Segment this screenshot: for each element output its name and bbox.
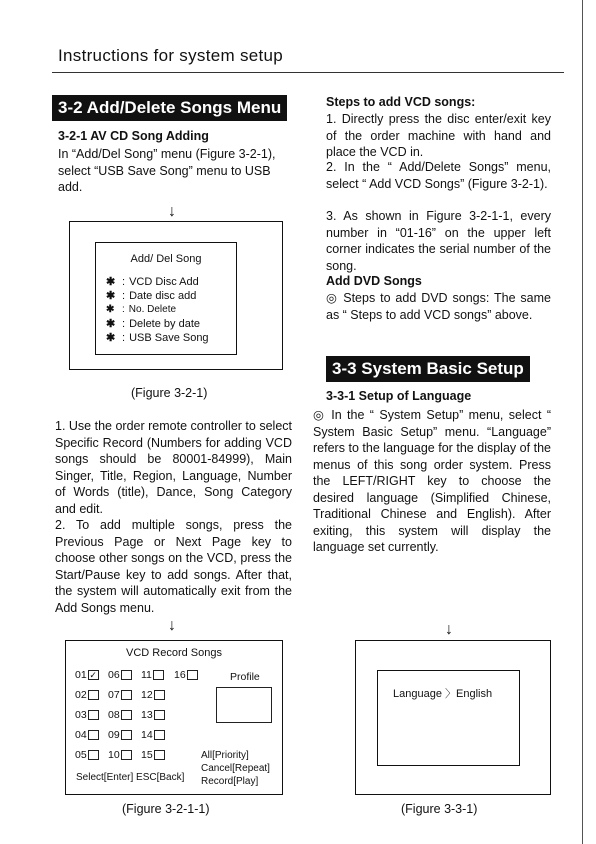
menu-item-delete-by-date[interactable]: ✱ : Delete by date [106, 318, 200, 330]
page-header: Instructions for system setup [58, 46, 284, 65]
menu-item-usb-save-song[interactable]: ✱ : USB Save Song [106, 332, 209, 344]
panel-action-keys: All[Priority] Cancel[Repeat] Record[Play] [201, 750, 270, 787]
grid-row [75, 745, 207, 765]
checkbox[interactable] [121, 730, 132, 740]
header-rule [52, 72, 564, 73]
star-icon: ✱ [106, 304, 115, 315]
song-slot-04[interactable]: 04 [75, 725, 108, 745]
profile-preview-box [216, 687, 272, 723]
vcd-step-3: 3. As shown in Figure 3-2-1-1, every number in “01-16” on the upper left corner indicates the serial number of the song. [326, 209, 551, 273]
down-arrow-icon: ↓ [445, 621, 453, 638]
checkbox[interactable] [88, 730, 99, 740]
checkbox[interactable] [121, 710, 132, 720]
intro-text: In “Add/Del Song” menu (Figure 3-2-1), select “USB Save Song” menu to USB add. [58, 147, 276, 194]
song-slot-15[interactable]: 15 [141, 745, 174, 765]
checkbox[interactable] [153, 670, 164, 680]
add-del-song-menu [95, 242, 237, 355]
song-slot-10[interactable]: 10 [108, 745, 141, 765]
star-icon: ✱ [106, 332, 116, 344]
star-icon: ✱ [106, 290, 116, 302]
section-title-3-3: 3-3 System Basic Setup [326, 356, 530, 382]
language-text: ◎ In the “ System Setup” menu, select “ System Basic Setup” menu. “Language” refers to the language for the display of the menus of this song order system. Press the LEFT/RIGHT key to choose the desired language (Simplified Chinese, Traditional Chinese and English). After exiting, this system will display the language set currently. [313, 408, 551, 554]
paragraph-2: 2. To add multiple songs, press the Previous Page or Next Page key to choose other songs on the VCD, press the Start/Pause key to add songs. After that, the system will automatically exit from the Add Songs menu. [55, 518, 292, 615]
song-number-grid [75, 665, 207, 765]
subsection-title-3-3-1: 3-3-1 Setup of Language [326, 389, 472, 403]
song-slot-14[interactable]: 14 [141, 725, 174, 745]
paragraph-1: 1. Use the order remote controller to select Specific Record (Numbers for adding VCD songs should be 80001-84999), Main Singer, Title, Region, Language, Number of Words (title), Dance, Song Category and edit. [55, 419, 292, 516]
song-slot-08[interactable]: 08 [108, 705, 141, 725]
checkbox[interactable] [88, 690, 99, 700]
checkbox[interactable] [187, 670, 198, 680]
panel-title: VCD Record Songs [126, 647, 222, 659]
song-slot-05[interactable]: 05 [75, 745, 108, 765]
star-icon: ✱ [106, 276, 116, 288]
checkbox[interactable] [88, 750, 99, 760]
figure-caption-3-2-1: (Figure 3-2-1) [131, 386, 208, 400]
checkbox[interactable] [154, 690, 165, 700]
vcd-step-1: 1. Directly press the disc enter/exit key of the order machine with hand and place the VCD in. [326, 112, 551, 159]
menu-item-no-delete[interactable]: ✱ : No. Delete [106, 304, 177, 315]
menu-item-vcd-disc-add[interactable]: ✱ : VCD Disc Add [106, 276, 199, 288]
dvd-text: ◎ Steps to add DVD songs: The same as “ Steps to add VCD songs” above. [326, 291, 551, 322]
star-icon: ✱ [106, 318, 116, 330]
page-edge-line [582, 0, 583, 844]
song-slot-01[interactable]: 01 ✓ [75, 669, 97, 681]
song-slot-09[interactable]: 09 [108, 725, 141, 745]
grid-row [75, 725, 207, 745]
checkbox[interactable] [154, 730, 165, 740]
song-slot-16[interactable]: 16 [174, 665, 207, 685]
song-slot-07[interactable]: 07 [108, 685, 141, 705]
menu-item-date-disc-add[interactable]: ✱ : Date disc add [106, 290, 197, 302]
song-slot-03[interactable]: 03 [75, 705, 108, 725]
dvd-heading: Add DVD Songs [326, 274, 422, 288]
song-slot-12[interactable]: 12 [141, 685, 174, 705]
checkbox[interactable] [154, 710, 165, 720]
down-arrow-icon: ↓ [168, 203, 176, 220]
section-title-3-2: 3-2 Add/Delete Songs Menu [52, 95, 287, 121]
figure-caption-3-2-1-1: (Figure 3-2-1-1) [122, 802, 210, 816]
song-slot-02[interactable]: 02 [75, 685, 108, 705]
vcd-step-2: 2. In the “ Add/Delete Songs” menu, select “ Add VCD Songs” (Figure 3-2-1). [326, 160, 551, 191]
figure-caption-3-3-1: (Figure 3-3-1) [401, 802, 478, 816]
subsection-title-3-2-1: 3-2-1 AV CD Song Adding [58, 129, 209, 143]
language-menu [377, 670, 520, 766]
song-slot-11[interactable]: 11 [141, 665, 174, 685]
down-arrow-icon: ↓ [168, 617, 176, 634]
vcd-steps-heading: Steps to add VCD songs: [326, 95, 476, 109]
checkbox[interactable] [154, 750, 165, 760]
grid-row [75, 665, 207, 685]
song-slot-13[interactable]: 13 [141, 705, 174, 725]
checkbox[interactable] [88, 710, 99, 720]
checkbox-checked[interactable]: ✓ [89, 670, 97, 681]
profile-label: Profile [230, 671, 260, 683]
grid-row [75, 685, 207, 705]
vcd-record-songs-panel [65, 640, 283, 795]
panel-footer-keys: Select[Enter] ESC[Back] [76, 772, 185, 783]
song-slot-06[interactable]: 06 [108, 665, 141, 685]
checkbox[interactable] [121, 690, 132, 700]
checkbox[interactable] [121, 670, 132, 680]
language-option[interactable]: Language 〉English [393, 688, 493, 700]
menu-title: Add/ Del Song [130, 253, 202, 265]
checkbox[interactable] [121, 750, 132, 760]
grid-row [75, 705, 207, 725]
